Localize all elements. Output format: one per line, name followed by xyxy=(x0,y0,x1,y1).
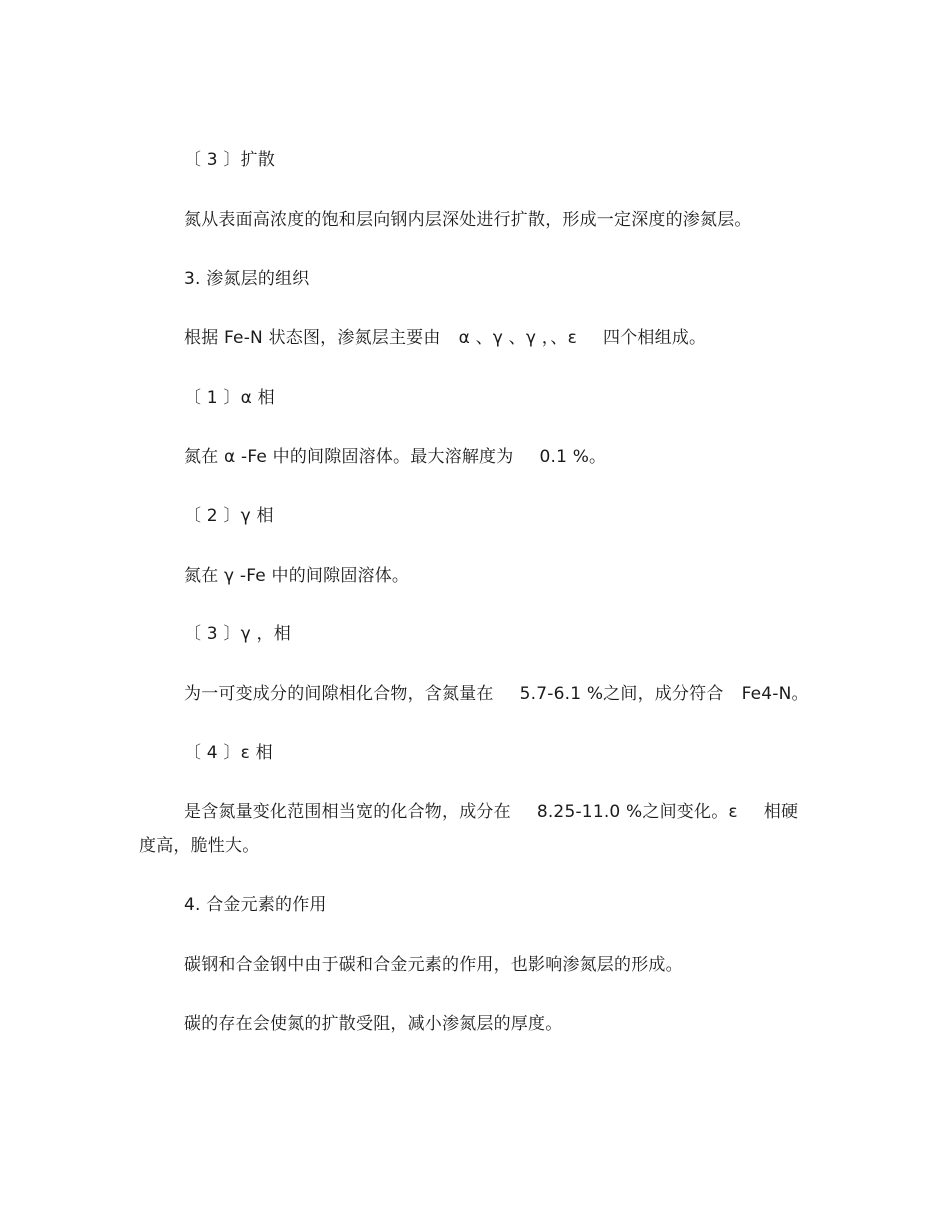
paragraph-gamma-prime xyxy=(184,682,809,706)
subheading-gamma xyxy=(184,504,274,528)
paragraph-carbon-effect-text: 碳的存在会使氮的扩散受阻，减小渗氮层的厚度。 xyxy=(184,1014,563,1034)
paragraph-alloy-effect xyxy=(184,953,683,977)
section-heading-structure-text: 3. 渗氮层的组织 xyxy=(184,269,310,289)
subheading-gamma-text: 〔 2 〕γ 相 xyxy=(184,506,274,526)
paragraph-epsilon-continued-text: 度高，脆性大。 xyxy=(139,836,260,856)
paragraph-epsilon-continued xyxy=(139,834,259,858)
paragraph-gamma-text: 氮在 γ -Fe 中的间隙固溶体。 xyxy=(184,566,410,586)
paragraph-gamma-prime-text-b: 5.7-6.1 %之间，成分符合 xyxy=(519,684,724,704)
paragraph-epsilon-text-c: 相硬 xyxy=(763,802,799,822)
subheading-alpha xyxy=(184,386,275,410)
section-heading-alloy xyxy=(184,893,327,917)
subheading-alpha-text: 〔 1 〕α 相 xyxy=(184,388,275,408)
paragraph-gamma-prime-text-c: Fe4-N。 xyxy=(741,684,809,704)
paragraph-epsilon-text-a: 是含氮量变化范围相当宽的化合物，成分在 xyxy=(184,802,511,822)
paragraph-alloy-effect-text: 碳钢和合金钢中由于碳和合金元素的作用，也影响渗氮层的形成。 xyxy=(184,955,683,975)
paragraph-alpha-text-a: 氮在 α -Fe 中的间隙固溶体。最大溶解度为 xyxy=(184,447,514,467)
subheading-epsilon-text: 〔 4 〕ε 相 xyxy=(184,743,273,763)
paragraph-gamma xyxy=(184,564,409,588)
paragraph-phases xyxy=(184,326,706,350)
paragraph-carbon-effect xyxy=(184,1012,562,1036)
paragraph-phases-greek: α 、γ 、γ ，、ε xyxy=(458,328,578,348)
paragraph-epsilon-text-b: 8.25-11.0 %之间变化。ε xyxy=(536,802,738,822)
paragraph-alpha-text-b: 0.1 %。 xyxy=(539,447,607,467)
paragraph-diffusion-text: 氮从表面高浓度的饱和层向钢内层深处进行扩散，形成一定深度的渗氮层。 xyxy=(184,210,752,230)
subheading-diffusion xyxy=(184,148,275,172)
paragraph-epsilon xyxy=(184,800,798,824)
paragraph-gamma-prime-text-a: 为一可变成分的间隙相化合物，含氮量在 xyxy=(184,684,494,704)
section-heading-structure xyxy=(184,267,309,291)
paragraph-diffusion xyxy=(184,208,752,232)
subheading-epsilon xyxy=(184,741,273,765)
subheading-gamma-prime xyxy=(184,622,291,646)
subheading-gamma-prime-text: 〔 3 〕γ ，相 xyxy=(184,624,291,644)
section-heading-alloy-text: 4. 合金元素的作用 xyxy=(184,895,327,915)
paragraph-phases-text-c: 四个相组成。 xyxy=(603,328,707,348)
subheading-diffusion-text: 〔 3 〕扩散 xyxy=(184,150,276,170)
paragraph-alpha xyxy=(184,445,606,469)
paragraph-phases-text-a: 根据 Fe-N 状态图，渗氮层主要由 xyxy=(184,328,441,348)
